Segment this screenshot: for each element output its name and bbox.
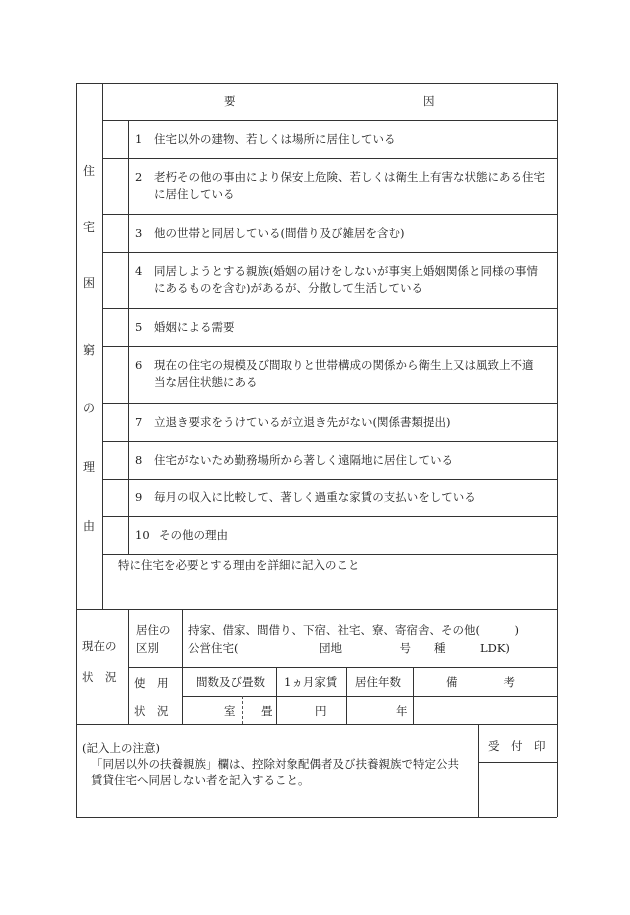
reason-text: その他の理由	[159, 528, 228, 542]
current-status-label: 現在の	[82, 639, 117, 653]
current-status-label: 状 況	[82, 670, 117, 684]
notes-title: (記入上の注意)	[82, 741, 160, 755]
residence-types-text[interactable]: 持家、借家、間借り、下宿、社宅、寮、寄宿舎、その他( )	[188, 623, 519, 637]
receipt-stamp-area	[480, 764, 555, 815]
reason-text: 同居しようとする親族(婚姻の届けをしないが事実上婚姻関係と同様の事情	[154, 264, 538, 278]
reason-text: 立退き要求をうけているが立退き先がない(関係書類提出)	[154, 415, 451, 429]
unit-yen: 円	[315, 704, 327, 718]
receipt-stamp-label: 受 付 印	[488, 739, 546, 753]
reason-text: に居住している	[154, 187, 235, 201]
frame-right	[557, 83, 558, 817]
reason-number: 5	[135, 320, 143, 334]
reason-number: 9	[135, 490, 143, 504]
section-title-char: 住	[83, 164, 96, 178]
reason-number: 4	[135, 264, 143, 278]
reason-text: 老朽その他の事由により保安上危険、若しくは衛生上有害な状態にある住宅	[154, 170, 545, 184]
notes-line: 賃貸住宅へ同居しない者を記入すること。	[91, 773, 310, 787]
detail-note-label: 特に住宅を必要とする理由を詳細に記入のこと	[118, 558, 360, 572]
reason-number: 2	[135, 170, 143, 184]
frame-left	[76, 83, 77, 817]
unit-room: 室	[224, 704, 236, 718]
reason-text: 住宅以外の建物、若しくは場所に居住している	[154, 132, 396, 146]
reason-number: 10	[135, 528, 150, 542]
notes-line: 「同居以外の扶養親族」欄は、控除対象配偶者及び扶養親族で特定公共	[91, 757, 459, 771]
usage-label: 状 況	[134, 704, 169, 718]
current-section-bottom	[76, 724, 557, 725]
usage-label: 使 用	[134, 676, 169, 690]
section-title-char: 由	[83, 519, 96, 533]
reason-text: 当な居住状態にある	[154, 375, 258, 389]
frame-bottom	[76, 817, 557, 818]
section-title-char: 理	[83, 460, 96, 474]
public-housing-text[interactable]: 公営住宅( 団地 号 種 LDK)	[188, 641, 510, 655]
column-header-years: 居住年数	[355, 675, 401, 689]
frame-top	[76, 83, 557, 84]
reason-text: 毎月の収入に比較して、著しく過重な家賃の支払いをしている	[154, 490, 476, 504]
reason-number: 8	[135, 453, 143, 467]
section-title-char: の	[83, 401, 96, 415]
reason-text: 現在の住宅の規模及び間取りと世帯構成の関係から衛生上又は風致上不適	[154, 358, 534, 372]
section-title-char: 窮	[83, 343, 96, 357]
header-label: 要	[224, 94, 236, 108]
reason-text: 住宅がないため勤務場所から著しく遠隔地に居住している	[154, 453, 453, 467]
residence-label: 居住の	[136, 623, 171, 637]
reason-number: 3	[135, 226, 143, 240]
unit-mat: 畳	[261, 704, 273, 718]
residence-label: 区別	[136, 641, 159, 655]
reason-number: 6	[135, 358, 143, 372]
column-header-remarks: 備 考	[446, 675, 515, 689]
header-label: 因	[423, 94, 435, 108]
column-header-rent: 1ヵ月家賃	[284, 675, 338, 689]
receipt-divider	[478, 724, 479, 817]
reason-text: 他の世帯と同居している(間借り及び雑居を含む)	[154, 226, 405, 240]
reason-number: 1	[135, 132, 143, 146]
section-title-char: 困	[83, 276, 96, 290]
column-header-rooms: 間数及び畳数	[196, 675, 265, 689]
reason-number: 7	[135, 415, 143, 429]
reason-text: 婚姻による需要	[154, 320, 235, 334]
detail-reason-field[interactable]	[104, 574, 554, 607]
unit-year: 年	[396, 704, 408, 718]
section-title-char: 宅	[83, 220, 96, 234]
reason-text: にあるものを含む)があるが、分散して生活している	[154, 281, 423, 295]
number-column-divider	[128, 120, 129, 554]
current-section-top	[76, 609, 557, 610]
